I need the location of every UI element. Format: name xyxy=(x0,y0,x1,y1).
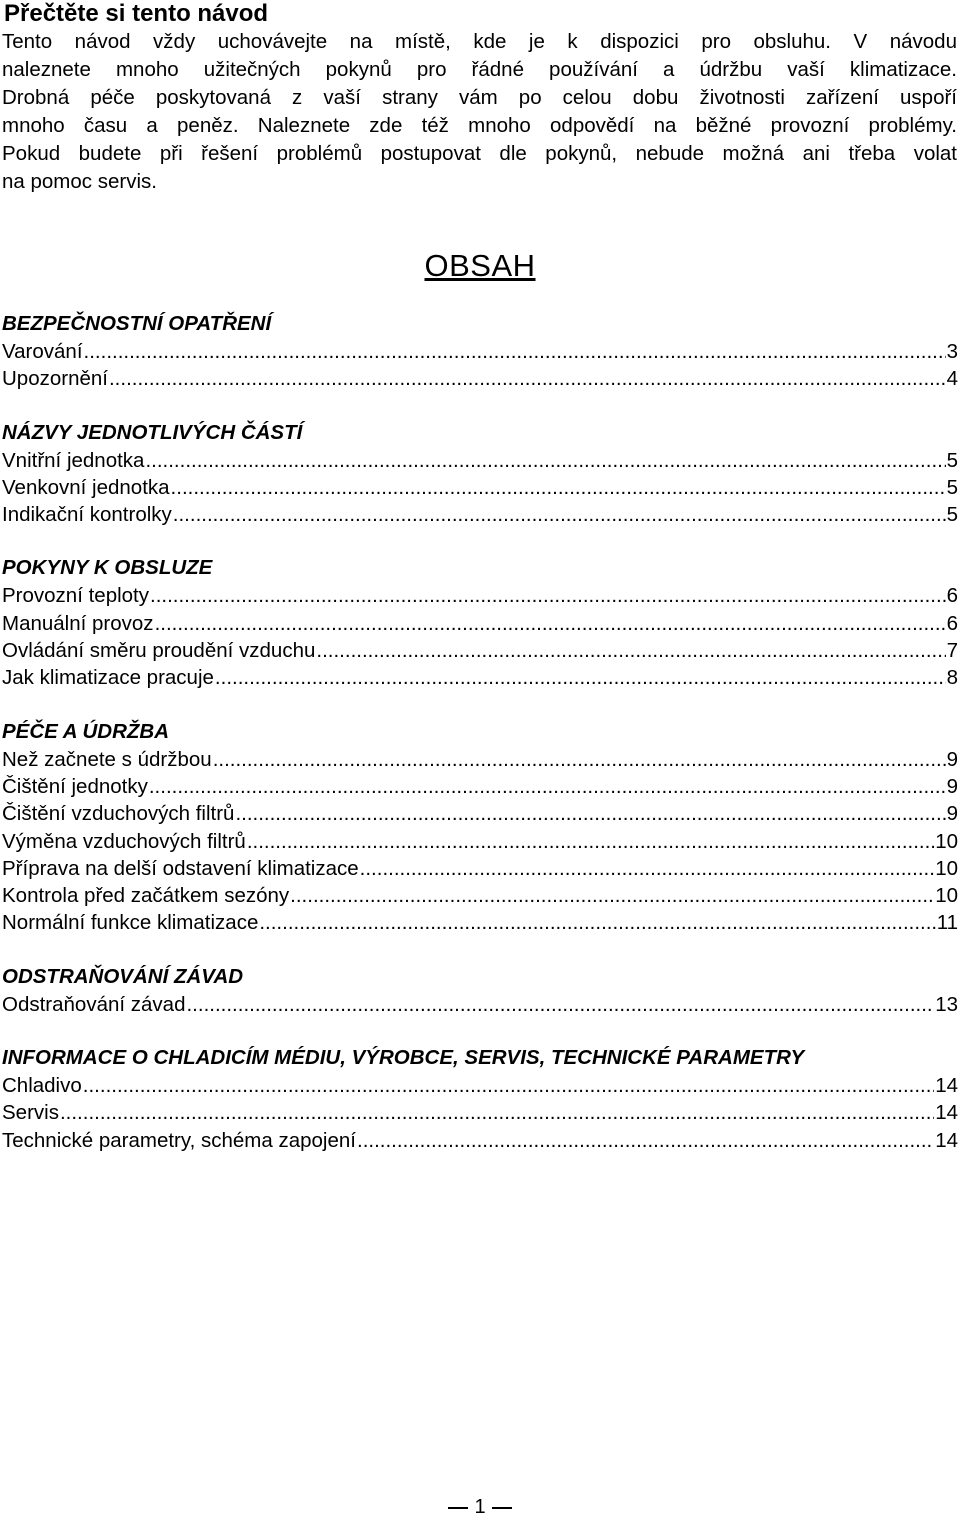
toc-dot-leader xyxy=(171,474,946,501)
toc-entry-page: 9 xyxy=(946,774,958,798)
toc-entry[interactable] xyxy=(2,828,958,855)
toc-title: OBSAH xyxy=(424,248,536,283)
toc-entry[interactable] xyxy=(2,365,958,392)
toc-section xyxy=(2,1044,958,1154)
toc-entry-label: Výměna vzduchových filtrů xyxy=(2,829,246,853)
toc-dot-leader xyxy=(215,664,946,691)
toc-section-heading: POKYNY K OBSLUZE xyxy=(2,556,213,580)
toc-section xyxy=(2,963,958,1018)
intro-paragraph xyxy=(2,28,957,196)
toc-entry-label: Čištění vzduchových filtrů xyxy=(2,802,235,826)
toc-dot-leader xyxy=(259,909,935,936)
toc-entry-page: 6 xyxy=(946,611,958,635)
toc-section-heading: PÉČE A ÚDRŽBA xyxy=(2,719,170,743)
toc-entry-label: Provozní teploty xyxy=(2,584,149,608)
toc-section xyxy=(2,554,958,691)
toc-entry[interactable] xyxy=(2,582,958,609)
toc-dot-leader xyxy=(290,882,934,909)
toc-dot-leader xyxy=(84,338,946,365)
toc-entry-label: Technické parametry, schéma zapojení xyxy=(2,1128,356,1152)
toc-entry-page: 7 xyxy=(946,639,958,663)
page-title: Přečtěte si tento návod xyxy=(4,0,269,27)
toc-section xyxy=(2,310,958,393)
toc-entry[interactable] xyxy=(2,1099,958,1126)
toc-entry-page: 14 xyxy=(935,1101,958,1125)
toc-entry-page: 5 xyxy=(946,503,958,527)
toc-entry-label: Jak klimatizace pracuje xyxy=(2,666,214,690)
toc-entry-label: Indikační kontrolky xyxy=(2,503,172,527)
toc-entry-page: 6 xyxy=(946,584,958,608)
toc-entry[interactable] xyxy=(2,447,958,474)
toc-entry-page: 10 xyxy=(935,884,958,908)
toc-entry-label: Chladivo xyxy=(2,1074,82,1098)
toc-entry[interactable] xyxy=(2,800,958,827)
toc-entry[interactable] xyxy=(2,474,958,501)
toc-entry-page: 3 xyxy=(946,340,958,363)
intro-line: na pomoc servis. xyxy=(2,170,157,193)
toc-section-heading: INFORMACE O CHLADICÍM MÉDIU, VÝROBCE, SERVIS, TECHNICKÉ PARAMETRY xyxy=(2,1046,805,1070)
intro-line: Tento návod vždy uchovávejte na místě, kde je k dispozici pro obsluhu. V návodu xyxy=(2,30,957,53)
toc-entry[interactable] xyxy=(2,855,958,882)
toc-entry-label: Odstraňování závad xyxy=(2,992,186,1016)
toc-entry-page: 5 xyxy=(946,475,958,499)
toc-entry-label: Kontrola před začátkem sezóny xyxy=(2,884,290,908)
footer-dash-right xyxy=(492,1507,512,1509)
toc-section xyxy=(2,718,958,937)
toc-entry-label: Vnitřní jednotka xyxy=(2,448,145,472)
toc-entry-page: 10 xyxy=(935,856,958,880)
toc-entry-label: Manuální provoz xyxy=(2,611,154,635)
toc-entry-page: 13 xyxy=(935,992,958,1016)
toc-entry[interactable] xyxy=(2,991,958,1018)
toc-entry-label: Čištění jednotky xyxy=(2,774,148,798)
toc-dot-leader xyxy=(173,501,946,528)
toc-dot-leader xyxy=(109,365,946,392)
toc-entry-page: 9 xyxy=(946,747,958,771)
toc-section xyxy=(2,419,958,529)
toc-dot-leader xyxy=(149,773,946,800)
toc-dot-leader xyxy=(186,991,934,1018)
toc-entry-page: 10 xyxy=(935,829,958,853)
toc-entry-page: 5 xyxy=(946,448,958,472)
intro-line: mnoho času a peněz. Naleznete zde též mnoho odpovědí na běžné provozní problémy. xyxy=(2,114,957,137)
toc-entry-label: Varování xyxy=(2,340,83,363)
toc-dot-leader xyxy=(316,637,945,664)
toc-entry[interactable] xyxy=(2,882,958,909)
intro-line: naleznete mnoho užitečných pokynů pro řádné používání a údržbu vaší klimatizace. xyxy=(2,58,957,81)
toc-section-heading: BEZPEČNOSTNÍ OPATŘENÍ xyxy=(2,312,272,335)
toc-entry[interactable] xyxy=(2,664,958,691)
toc-dot-leader xyxy=(213,746,946,773)
toc-entry-page: 14 xyxy=(935,1074,958,1098)
toc-dot-leader xyxy=(145,447,945,474)
toc-entry[interactable] xyxy=(2,501,958,528)
toc-entry[interactable] xyxy=(2,610,958,637)
toc-entry-label: Upozornění xyxy=(2,367,108,391)
toc-entry-page: 4 xyxy=(946,367,958,391)
toc-dot-leader xyxy=(360,855,935,882)
toc-entry[interactable] xyxy=(2,1072,958,1099)
intro-line: Drobná péče poskytovaná z vaší strany vám po celou dobu životnosti zařízení uspoří xyxy=(2,86,957,109)
toc-entry-label: Než začnete s údržbou xyxy=(2,747,212,771)
toc-entry[interactable] xyxy=(2,1127,958,1154)
toc-entry-label: Příprava na delší odstavení klimatizace xyxy=(2,856,359,880)
toc-entry-page: 9 xyxy=(946,802,958,826)
table-of-contents xyxy=(2,310,958,1154)
toc-entry-label: Venkovní jednotka xyxy=(2,475,170,499)
toc-dot-leader xyxy=(150,582,946,609)
intro-line: Pokud budete při řešení problémů postupovat dle pokynů, nebude možná ani třeba volat xyxy=(2,142,957,165)
toc-dot-leader xyxy=(357,1127,934,1154)
toc-section-heading: NÁZVY JEDNOTLIVÝCH ČÁSTÍ xyxy=(2,420,303,444)
toc-section-heading: ODSTRAŇOVÁNÍ ZÁVAD xyxy=(2,964,244,988)
toc-dot-leader xyxy=(155,610,946,637)
toc-entry-label: Servis xyxy=(2,1101,59,1125)
page-footer xyxy=(0,1496,960,1519)
page-number: 1 xyxy=(474,1496,486,1518)
toc-entry[interactable] xyxy=(2,746,958,773)
toc-dot-leader xyxy=(247,828,934,855)
toc-dot-leader xyxy=(83,1072,934,1099)
toc-entry-page: 11 xyxy=(936,911,958,935)
toc-dot-leader xyxy=(235,800,945,827)
toc-entry-label: Normální funkce klimatizace xyxy=(2,911,259,935)
toc-entry-page: 8 xyxy=(946,666,958,690)
toc-entry-page: 14 xyxy=(935,1128,958,1152)
toc-dot-leader xyxy=(60,1099,934,1126)
toc-entry[interactable] xyxy=(2,773,958,800)
toc-entry[interactable] xyxy=(2,909,958,936)
toc-entry[interactable] xyxy=(2,338,958,365)
toc-entry[interactable] xyxy=(2,637,958,664)
toc-entry-label: Ovládání směru proudění vzduchu xyxy=(2,639,316,663)
footer-dash-left xyxy=(448,1507,468,1509)
